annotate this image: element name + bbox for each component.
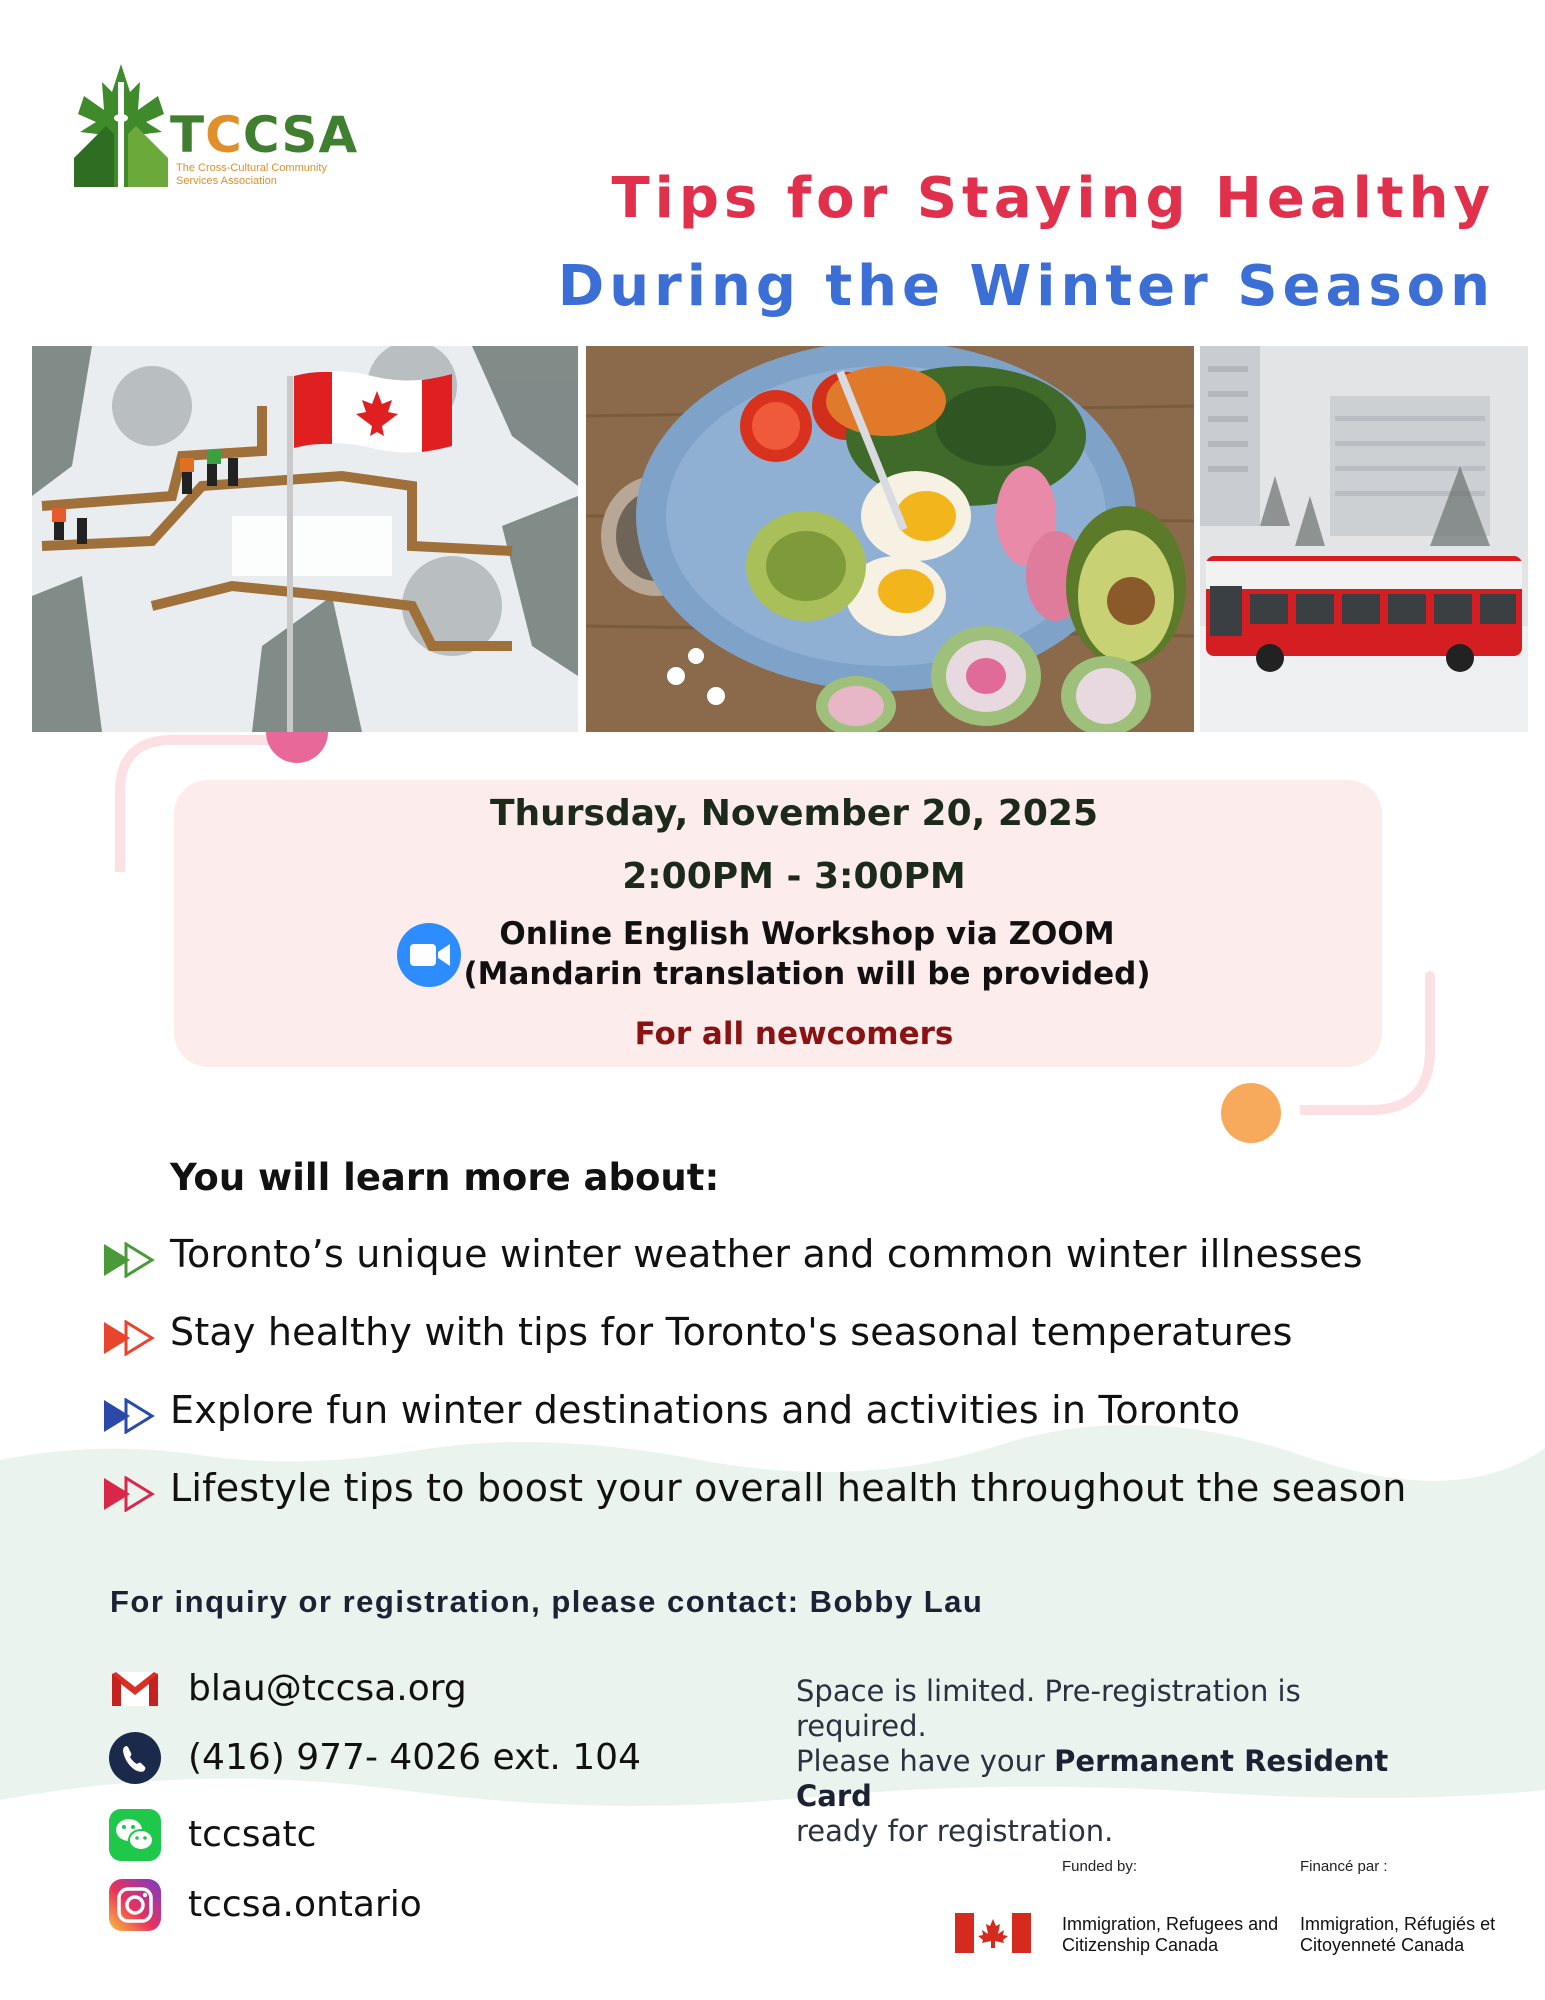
funder-name-fr: Immigration, Réfugiés et Citoyenneté Canada	[1300, 1914, 1496, 1955]
contact-heading: For inquiry or registration, please contact: Bobby Lau	[110, 1584, 984, 1619]
logo-tagline: The Cross-Cultural Community Services Association	[176, 162, 327, 187]
finance-par-label: Financé par :	[1300, 1858, 1388, 1875]
gmail-icon	[108, 1662, 162, 1716]
title-line-2: During the Winter Season	[557, 254, 1495, 319]
wechat-value: tccsatc	[188, 1814, 317, 1855]
photo-healthy-salad-bowl	[586, 346, 1194, 732]
list-item	[102, 1310, 1422, 1370]
event-audience: For all newcomers	[634, 1016, 954, 1052]
instagram-icon	[108, 1878, 162, 1932]
phone-icon	[108, 1731, 162, 1785]
contact-instagram[interactable]	[108, 1878, 668, 1934]
contact-wechat[interactable]	[108, 1808, 668, 1864]
tccsa-logo	[66, 62, 366, 192]
canada-flag-icon	[955, 1913, 1031, 1953]
contact-phone[interactable]	[108, 1731, 668, 1787]
event-translation: (Mandarin translation will be provided)	[463, 956, 1151, 992]
note-line-1: Space is limited. Pre-registration is required.	[796, 1674, 1301, 1743]
wechat-icon	[108, 1808, 162, 1862]
note-line-3: ready for registration.	[796, 1814, 1114, 1848]
list-item	[102, 1466, 1422, 1526]
registration-note	[796, 1674, 1436, 1849]
email-value: blau@tccsa.org	[188, 1668, 467, 1709]
list-item	[102, 1388, 1422, 1448]
event-time: 2:00PM - 3:00PM	[622, 856, 966, 897]
photo-winter-boardwalk-flag	[32, 346, 578, 732]
photo-snowy-streetcar	[1200, 346, 1528, 732]
double-arrow-icon	[102, 1476, 156, 1512]
list-item-text: Lifestyle tips to boost your overall health throughout the season	[170, 1466, 1407, 1510]
learn-heading: You will learn more about:	[170, 1156, 720, 1199]
funder-name-en: Immigration, Refugees and Citizenship Canada	[1062, 1914, 1279, 1955]
note-emphasis: Permanent Resident Card	[796, 1744, 1389, 1813]
double-arrow-icon	[102, 1398, 156, 1434]
title-line-1: Tips for Staying Healthy	[611, 166, 1495, 231]
note-line-2: Please have your Permanent Resident Card	[796, 1744, 1389, 1813]
event-date: Thursday, November 20, 2025	[489, 793, 1099, 834]
instagram-value: tccsa.ontario	[188, 1884, 422, 1925]
funded-by-label: Funded by:	[1062, 1858, 1138, 1875]
decorative-pink-dot	[264, 732, 330, 766]
maple-leaf-tower-icon	[66, 62, 176, 187]
decorative-orange-dot	[1220, 1082, 1282, 1144]
double-arrow-icon	[102, 1320, 156, 1356]
list-item-text: Toronto’s unique winter weather and common winter illnesses	[170, 1232, 1363, 1276]
phone-value: (416) 977- 4026 ext. 104	[188, 1737, 641, 1778]
contact-email[interactable]	[108, 1662, 668, 1718]
double-arrow-icon	[102, 1242, 156, 1278]
list-item	[102, 1232, 1422, 1292]
list-item-text: Explore fun winter destinations and activities in Toronto	[170, 1388, 1241, 1432]
logo-wordmark: TCCSA	[170, 106, 359, 164]
list-item-text: Stay healthy with tips for Toronto's seasonal temperatures	[170, 1310, 1293, 1354]
event-format: Online English Workshop via ZOOM	[499, 916, 1115, 952]
